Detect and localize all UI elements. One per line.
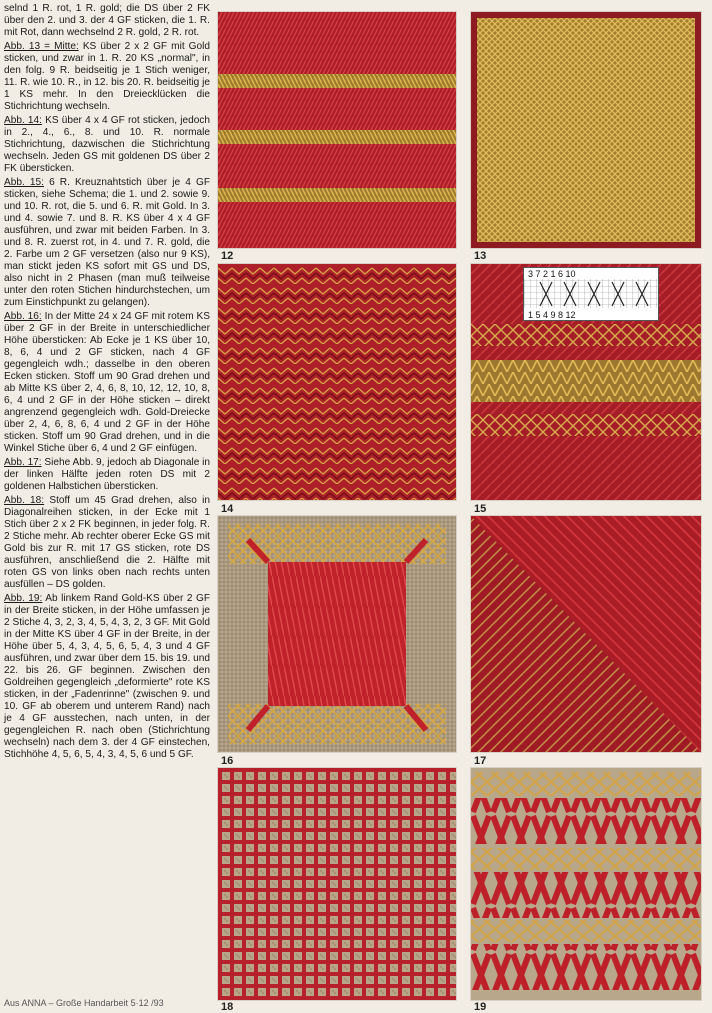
figure-17-number: 17 <box>474 755 487 767</box>
instructions-column <box>4 3 210 763</box>
figure-13-photo <box>471 12 701 248</box>
figure-12-number: 12 <box>221 250 234 262</box>
paragraph-abb-14: Abb. 14: KS über 4 x 4 GF rot sticken, jedoch in 2., 4., 6., 8. und 10. R. normale Stichrichtung, dazwischen die Stichrichtung wechseln. Jeden GS mit goldenen DS über 2 FK übersticken. <box>4 115 210 174</box>
figure-15-number: 15 <box>474 503 487 515</box>
figure-17-photo <box>471 516 701 752</box>
figure-14-number: 14 <box>221 503 234 515</box>
paragraph-abb-15: Abb. 15: 6 R. Kreuznahtstich über je 4 GF sticken, siehe Schema; die 1. und 2. sowie 9. und 10. R. rot, die 5. und 6. R. mit Gold. In 3. und 4. sowie 7. und 8. R. KS über 4 x 4 GF ausführen, und zwar mit beiden Farben. In 3. und 8. R. zuerst rot, in 4. und 7. R. gold, die 2. Farbe um 2 GF versetzen (also nur 9 KS), man stickt jeden KS sofort mit GS und DS, also nicht in 2 Phasen (man muß teilweise unter den roten Stichen hindurchstechen, um zum Einstichpunkt zu gelangen). <box>4 177 211 308</box>
figure-17-stitch-pattern <box>471 516 701 752</box>
figure-14-stitch-pattern <box>218 264 456 500</box>
figure-16-photo <box>218 516 456 752</box>
paragraph-abb-19: Abb. 19: Ab linkem Rand Gold-KS über 2 GF in der Breite sticken, in der Höhe umfassen je 2 Stiche 4, 3, 2, 3, 4, 5, 4, 3, 2, 3 GF. Mit Gold in der Mitte KS über 4 GF in der Breite, in der Höhe über 5, 4, 3, 4, 5, 6, 5, 4, 3 und 4 GF ausführen, und zwar über dem 15. bis 19. und 22. bis 26. GF beginnen. Zwischen den Goldreihen gegengleich „deformierte" rote KS sticken, in der „Fadenrinne" (zwischen 9. und 10. GF ab oberem und unterem Rand) nach je 4 GF ausstechen, nach unten, in der gegengleichen R. nach oben (Stichrichtung wechseln) nach dem 3. der 4 GF einstechen, Stichhöhe 4, 5, 6, 5, 4, 3, 4, 5, 6 und 5 GF. <box>4 593 210 760</box>
figure-16-stitch-pattern <box>218 516 456 752</box>
figure-18-stitch-pattern <box>218 768 456 1000</box>
figure-18-photo <box>218 768 456 1000</box>
schema-top-row: 3 7 2 1 6 10 <box>528 269 576 279</box>
paragraph-abb-16: Abb. 16: In der Mitte 24 x 24 GF mit rotem KS über 2 GF in der Breite in unterschiedlicher Höhe übersticken: Ab Ecke je 1 KS über 10, 8, 6, 4 und 2 GF sticken, nach 4 GF gegengleich wdh.; dasselbe in den oberen Ecken sticken. Stoff um 90 Grad drehen und ab Mitte KS über 2, 4, 6, 8, 10, 12, 12, 10, 8, 6, 4 und 2 GF in der Höhe sticken – direkt angrenzend gegengleich wdh. Gold-Dreiecke über 2, 4, 6, 8, 6, 4 und 2 GF in der Höhe sticken. Stoff um 90 Grad drehen, und in die Winkel Stiche über 6, 4 und 2 GF einfügen. <box>4 311 210 454</box>
figure-19-stitch-pattern <box>471 768 701 1000</box>
figure-19-photo <box>471 768 701 1000</box>
figure-14-photo <box>218 264 456 500</box>
figure-19-number: 19 <box>474 1001 487 1013</box>
paragraph-abb-13: Abb. 13 = Mitte: KS über 2 x 2 GF mit Gold sticken, und zwar in 1. R. 20 KS „normal", in den folg. 9 R. beidseitig je 1 Stich weniger, 11. R. wie 10. R., in 12. bis 20. R. beidseitig je 1 KS mehr. In den Dreiecklücken die Stichrichtung wechseln. <box>4 41 211 112</box>
paragraph-abb-18: Abb. 18: Stoff um 45 Grad drehen, also in Diagonalreihen sticken, in der Ecke mit 1 Stich über 2 x 2 FK beginnen, in jeder folg. R. 2 Stiche mehr. Ab rechter oberer Ecke GS mit Gold bis zur R. mit 17 GS sticken, rote DS ausführen, anschließend die 2. Hälfte mit roten GS von links oben nach rechts unten ausfüllen – DS golden. <box>4 495 210 590</box>
paragraph-abb-17: Abb. 17: Siehe Abb. 9, jedoch ab Diagonale in der linken Hälfte jeden roten DS mit 2 goldenen Halbstichen übersticken. <box>4 457 210 492</box>
figure-12-photo <box>218 12 456 248</box>
figure-16-number: 16 <box>221 755 234 767</box>
figure-13-number: 13 <box>474 250 487 262</box>
schema-bottom-row: 1 5 4 9 8 12 <box>528 310 576 320</box>
figure-13-stitch-pattern <box>471 12 701 248</box>
figure-18-number: 18 <box>221 1001 234 1013</box>
page-footer: Aus ANNA – Große Handarbeit 5·12 /93 <box>4 998 164 1008</box>
figure-12-stitch-pattern <box>218 12 456 248</box>
paragraph-intro: selnd 1 R. rot, 1 R. gold; die DS über 2 FK über den 2. und 3. der 4 GF sticken, die 1. R. mit Rot, dann wechselnd 2 R. gold, 2 R. rot. <box>4 3 210 38</box>
schema-grid <box>524 268 658 320</box>
stitch-schema-chart <box>523 267 659 321</box>
